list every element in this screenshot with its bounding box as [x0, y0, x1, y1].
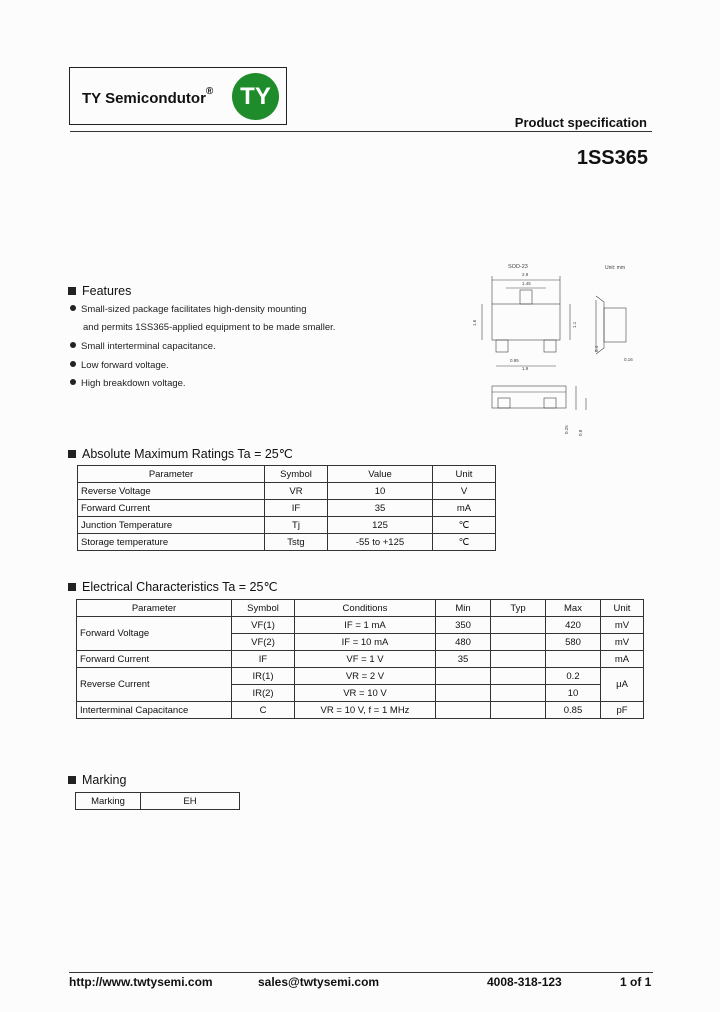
cell: VR	[265, 483, 328, 500]
feature-item: Small interterminal capacitance.	[70, 341, 216, 352]
bullet-icon	[70, 305, 76, 311]
cell: mA	[433, 500, 496, 517]
cell: -55 to +125	[328, 534, 433, 551]
unit-note: Unit: mm	[605, 265, 625, 271]
dim-label: 1.9	[522, 366, 529, 371]
table-row	[78, 534, 496, 551]
cell: VF = 1 V	[295, 651, 436, 668]
cell: Marking	[76, 793, 141, 810]
registered-mark: ®	[205, 86, 214, 97]
square-bullet-icon	[68, 776, 76, 784]
website-link[interactable]: http://www.twtysemi.com	[69, 975, 213, 989]
square-bullet-icon	[68, 450, 76, 458]
marking-heading: Marking	[68, 773, 126, 787]
feature-item: High breakdown voltage.	[70, 378, 186, 389]
column-header: Unit	[601, 600, 644, 617]
cell: IF = 10 mA	[295, 634, 436, 651]
dim-label: 1.6	[472, 319, 477, 326]
cell	[436, 685, 491, 702]
cell	[491, 651, 546, 668]
column-header: Parameter	[77, 600, 232, 617]
column-header: Max	[546, 600, 601, 617]
cell: Tstg	[265, 534, 328, 551]
cell	[491, 702, 546, 719]
table-row	[77, 617, 644, 634]
cell: Reverse Current	[77, 668, 232, 702]
cell: IR(2)	[232, 685, 295, 702]
cell: 0.85	[546, 702, 601, 719]
cell: VF(1)	[232, 617, 295, 634]
package-name: SOD-23	[508, 264, 528, 270]
header-divider	[70, 131, 652, 132]
ty-logo-icon: TY	[232, 73, 279, 120]
cell: 0.2	[546, 668, 601, 685]
dim-label: 2.9	[522, 272, 529, 277]
email-link[interactable]: sales@twtysemi.com	[258, 975, 380, 989]
cell: 420	[546, 617, 601, 634]
bullet-icon	[70, 342, 76, 348]
elec-char-table	[76, 599, 644, 719]
column-header: Conditions	[295, 600, 436, 617]
cell: 350	[436, 617, 491, 634]
column-header: Typ	[491, 600, 546, 617]
cell: 480	[436, 634, 491, 651]
cell: ℃	[433, 534, 496, 551]
column-header: Symbol	[265, 466, 328, 483]
column-header: Parameter	[78, 466, 265, 483]
company-name: TY Semicondutor®	[82, 86, 214, 107]
dim-label: 0.95	[510, 358, 519, 363]
feature-item-continued: and permits 1SS365-applied equipment to be made smaller.	[83, 322, 336, 333]
marking-table	[75, 792, 240, 810]
table-row	[78, 517, 496, 534]
square-bullet-icon	[68, 583, 76, 591]
cell: μA	[601, 668, 644, 702]
table-row	[76, 793, 240, 810]
features-heading: Features	[68, 284, 131, 298]
cell: mV	[601, 634, 644, 651]
table-header-row	[78, 466, 496, 483]
cell: VR = 10 V, f = 1 MHz	[295, 702, 436, 719]
cell: Interterminal Capacitance	[77, 702, 232, 719]
cell	[436, 668, 491, 685]
cell: EH	[141, 793, 240, 810]
cell	[491, 685, 546, 702]
dim-label: 0.25	[564, 425, 569, 434]
doc-type: Product specification	[514, 115, 647, 130]
feature-item: Low forward voltage.	[70, 360, 169, 371]
cell: Forward Current	[78, 500, 265, 517]
cell: VR = 2 V	[295, 668, 436, 685]
column-header: Symbol	[232, 600, 295, 617]
abs-max-heading: Absolute Maximum Ratings Ta = 25℃	[68, 446, 293, 461]
cell: Forward Current	[77, 651, 232, 668]
cell: V	[433, 483, 496, 500]
cell	[436, 702, 491, 719]
table-row	[77, 702, 644, 719]
cell	[491, 634, 546, 651]
cell: VR = 10 V	[295, 685, 436, 702]
column-header: Value	[328, 466, 433, 483]
square-bullet-icon	[68, 287, 76, 295]
cell: Reverse Voltage	[78, 483, 265, 500]
footer-divider	[69, 972, 653, 973]
dim-label: 0.8	[578, 429, 583, 436]
cell: IR(1)	[232, 668, 295, 685]
dim-label: 0.4	[594, 345, 599, 352]
cell: Junction Temperature	[78, 517, 265, 534]
table-row	[78, 500, 496, 517]
cell: mV	[601, 617, 644, 634]
part-number: 1SS365	[576, 147, 648, 169]
cell	[546, 651, 601, 668]
feature-item: Small-sized package facilitates high-density mounting	[70, 304, 306, 315]
cell: pF	[601, 702, 644, 719]
cell: mA	[601, 651, 644, 668]
table-row	[78, 483, 496, 500]
cell: ℃	[433, 517, 496, 534]
table-row	[77, 668, 644, 685]
cell: 35	[328, 500, 433, 517]
cell: C	[232, 702, 295, 719]
abs-max-table	[77, 465, 496, 551]
cell: Storage temperature	[78, 534, 265, 551]
phone-number: 4008-318-123	[487, 975, 562, 989]
table-row	[77, 651, 644, 668]
elec-char-heading: Electrical Characteristics Ta = 25℃	[68, 579, 277, 594]
bullet-icon	[70, 379, 76, 385]
bullet-icon	[70, 361, 76, 367]
cell	[491, 617, 546, 634]
cell: 580	[546, 634, 601, 651]
package-outline-drawing	[470, 258, 650, 438]
cell: 10	[546, 685, 601, 702]
column-header: Min	[436, 600, 491, 617]
cell: VF(2)	[232, 634, 295, 651]
cell: 10	[328, 483, 433, 500]
page-number: 1 of 1	[620, 975, 652, 989]
cell	[491, 668, 546, 685]
dim-label: 1.45	[522, 281, 531, 286]
cell: IF	[265, 500, 328, 517]
company-logo-box	[69, 67, 287, 125]
cell: Tj	[265, 517, 328, 534]
table-header-row	[77, 600, 644, 617]
dim-label: 1.1	[572, 321, 577, 328]
column-header: Unit	[433, 466, 496, 483]
cell: IF = 1 mA	[295, 617, 436, 634]
cell: 35	[436, 651, 491, 668]
dim-label: 0.16	[624, 357, 633, 362]
cell: 125	[328, 517, 433, 534]
cell: Forward Voltage	[77, 617, 232, 651]
cell: IF	[232, 651, 295, 668]
